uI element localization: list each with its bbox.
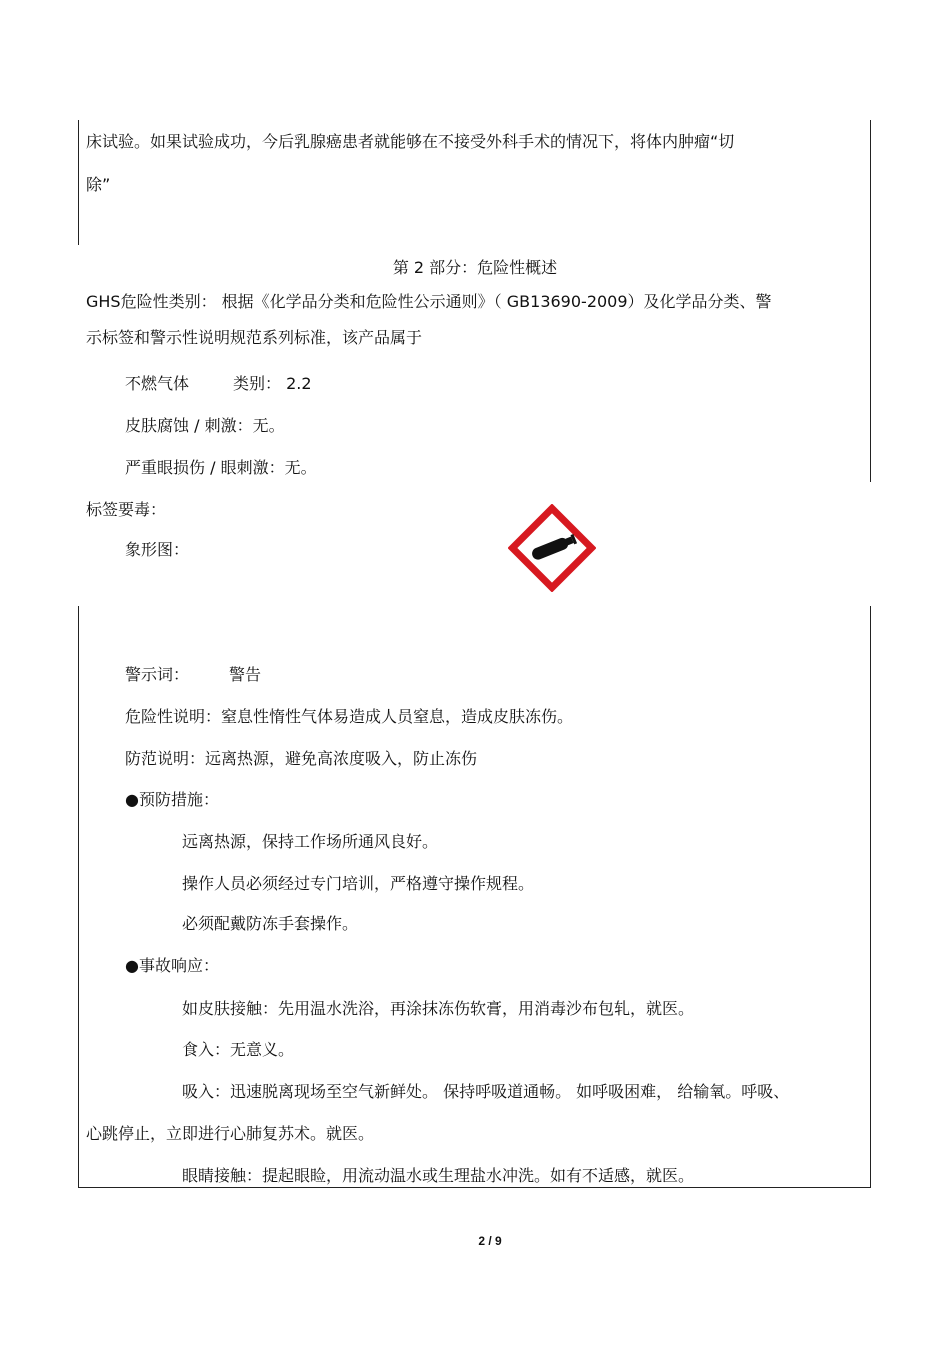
eye-hazard: 严重眼损伤 / 眼刺激：无。 [125,458,317,477]
response-item-continued: 心跳停止，立即进行心肺复苏术。就医。 [86,1124,375,1143]
signal-word-label: 警示词： [125,665,190,684]
precaution-statement: 防范说明：远离热源，避免高浓度吸入，防止冻伤 [125,749,478,768]
skin-hazard: 皮肤腐蚀 / 刺激：无。 [125,416,285,435]
ghs-prefix: GHS [86,292,121,311]
ghs-text: 危险性类别： 根据《化学品分类和危险性公示通则》（ GB13690-2009）及化学品分类、警 [120,292,772,311]
prevention-heading: ●预防措施： [125,790,219,809]
ghs-classification [86,292,772,312]
gas-classification [125,374,312,394]
body-text-line: 床试验。如果试验成功，今后乳腺癌患者就能够在不接受外科手术的情况下，将体内肿瘤“切 [86,132,735,151]
left-border-upper [78,120,79,245]
right-border-lower [870,606,871,1188]
prevention-item: 操作人员必须经过专门培训，严格遵守操作规程。 [182,874,535,893]
section-title: 第 2 部分：危险性概述 [392,258,558,277]
bottom-border [78,1187,871,1188]
body-text-line: 除” [86,175,111,194]
signal-word-row [125,665,261,685]
label-elements-heading: 标签要毒： [86,500,167,519]
category-value: 类别： 2.2 [233,374,312,393]
response-item: 眼睛接触：提起眼睑，用流动温水或生理盐水冲洗。如有不适感，就医。 [182,1166,695,1185]
prevention-item: 远离热源，保持工作场所通风良好。 [182,832,439,851]
response-item: 如皮肤接触：先用温水洗浴，再涂抹冻伤软膏，用消毒沙布包轧，就医。 [182,999,695,1018]
page-number: 2 / 9 [478,1234,502,1248]
gas-cylinder-icon [508,504,596,592]
signal-word: 警告 [229,665,262,684]
response-heading: ●事故响应： [125,956,219,975]
gas-label: 不燃气体 [125,374,190,393]
response-item: 吸入：迅速脱离现场至空气新鲜处。 保持呼吸道通畅。 如呼吸困难， 给输氧。呼吸、 [182,1082,790,1101]
hazard-statement: 危险性说明：窒息性惰性气体易造成人员窒息，造成皮肤冻伤。 [125,707,574,726]
ghs-classification-continued: 示标签和警示性说明规范系列标准，该产品属于 [86,328,423,347]
left-border-lower [78,606,79,1188]
right-border-upper [870,120,871,482]
pictogram-label: 象形图： [125,540,190,559]
response-item: 食入：无意义。 [182,1040,295,1059]
prevention-item: 必须配戴防冻手套操作。 [182,914,359,933]
